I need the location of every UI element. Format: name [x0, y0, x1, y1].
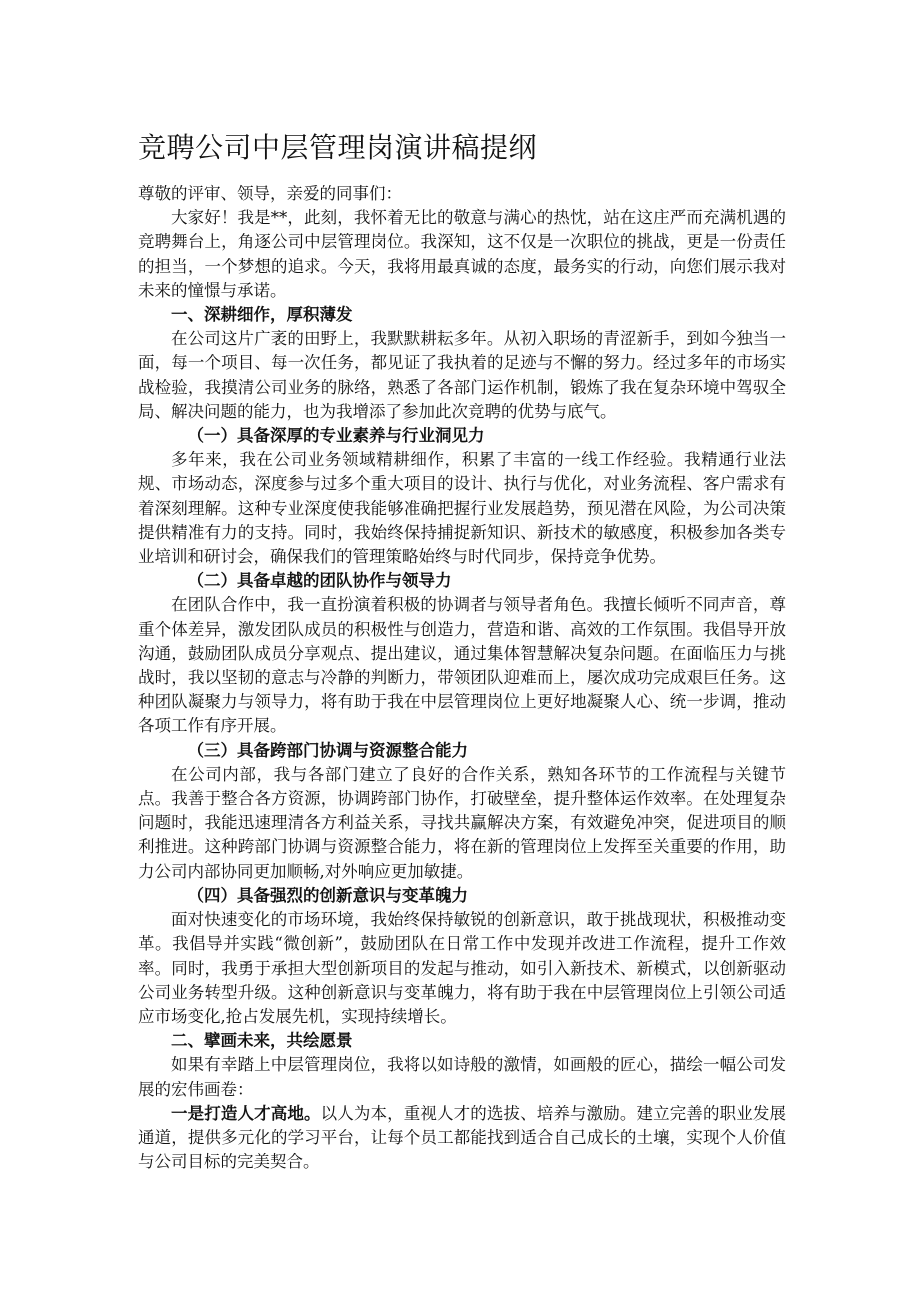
point1-body: 以人为本，重视人才的选拔、培养与激励。建立完善的职业发展通道，提供多元化的学习平台，让每个员工都能找到适合自己成长的土壤，实现个人价值与公司目标的完美契合。 [138, 1103, 786, 1172]
document-page [138, 128, 786, 1174]
section1-heading: 一、深耕细作，厚积薄发 [171, 305, 353, 325]
subsection2-heading: （二）具备卓越的团队协作与领导力 [187, 571, 452, 591]
subsection1-paragraph: 多年来，我在公司业务领域精耕细作，积累了丰富的一线工作经验。我精通行业法规、市场动态，深度参与过多个重大项目的设计、执行与优化，对业务流程、客户需求有着深刻理解。这种专业深度使我能够准确把握行业发展趋势，预见潜在风险，为公司决策提供精准有力的支持。同时，我始终保持捕捉新知识、新技术的敏感度，积极参加各类专业培训和研讨会，确保我们的管理策略始终与时代同步，保持竞争优势。 [138, 450, 786, 567]
subsection2-paragraph: 在团队合作中，我一直扮演着积极的协调者与领导者角色。我擅长倾听不同声音，尊重个体差异，激发团队成员的积极性与创造力，营造和谐、高效的工作氛围。我倡导开放沟通，鼓励团队成员分享观点、提出建议，通过集体智慧解决复杂问题。在面临压力与挑战时，我以坚韧的意志与冷静的判断力，带领团队迎难而上，屡次成功完成艰巨任务。这种团队凝聚力与领导力，将有助于我在中层管理岗位上更好地凝聚人心、统一步调，推动各项工作有序开展。 [138, 595, 786, 736]
subsection4-paragraph: 面对快速变化的市场环境，我始终保持敏锐的创新意识，敢于挑战现状，积极推动变革。我倡导并实践“微创新”，鼓励团队在日常工作中发现并改进工作流程，提升工作效率。同时，我勇于承担大型创新项目的发起与推动，如引入新技术、新模式，以创新驱动公司业务转型升级。这种创新意识与变革魄力，将有助于我在中层管理岗位上引领公司适应市场变化,抢占发展先机，实现持续增长。 [138, 910, 786, 1026]
section2-heading: 二、擘画未来，共绘愿景 [171, 1031, 353, 1051]
point1-lead: 一是打造人才高地。 [171, 1103, 321, 1123]
section1-paragraph: 在公司这片广袤的田野上，我默默耕耘多年。从初入职场的青涩新手，到如今独当一面，每一个项目、每一次任务，都见证了我执着的足迹与不懈的努力。经过多年的市场实战检验，我摸清公司业务的脉络，熟悉了各部门运作机制，锻炼了我在复杂环境中驾驭全局、解决问题的能力，也为我增添了参加此次竞聘的优势与底气。 [138, 329, 786, 421]
subsection1-heading: （一）具备深厚的专业素养与行业洞见力 [187, 426, 485, 446]
section2-paragraph: 如果有幸踏上中层管理岗位，我将以如诗般的激情，如画般的匠心，描绘一幅公司发展的宏伟画卷： [138, 1055, 786, 1099]
subsection4-heading: （四）具备强烈的创新意识与变革魄力 [187, 885, 468, 905]
subsection3-paragraph: 在公司内部，我与各部门建立了良好的合作关系，熟知各环节的工作流程与关键节点。我善于整合各方资源，协调跨部门协作，打破壁垒，提升整体运作效率。在处理复杂问题时，我能迅速理清各方利益关系，寻找共赢解决方案，有效避免冲突，促进项目的顺利推进。这种跨部门协调与资源整合能力，将在新的管理岗位上发挥至关重要的作用，助力公司内部协同更加顺畅,对外响应更加敏捷。 [138, 764, 786, 881]
greeting: 尊敬的评审、领导，亲爱的同事们： [138, 184, 402, 203]
document-title: 竞聘公司中层管理岗演讲稿提纲 [138, 131, 538, 164]
point1-paragraph [138, 1102, 786, 1175]
intro-paragraph: 大家好！我是**，此刻，我怀着无比的敬意与满心的热忱，站在这庄严而充满机遇的竞聘舞台上，角逐公司中层管理岗位。我深知，这不仅是一次职位的挑战，更是一份责任的担当，一个梦想的追求。今天，我将用最真诚的态度，最务实的行动，向您们展示我对未来的憧憬与承诺。 [138, 208, 786, 300]
subsection3-heading: （三）具备跨部门协调与资源整合能力 [187, 740, 468, 760]
